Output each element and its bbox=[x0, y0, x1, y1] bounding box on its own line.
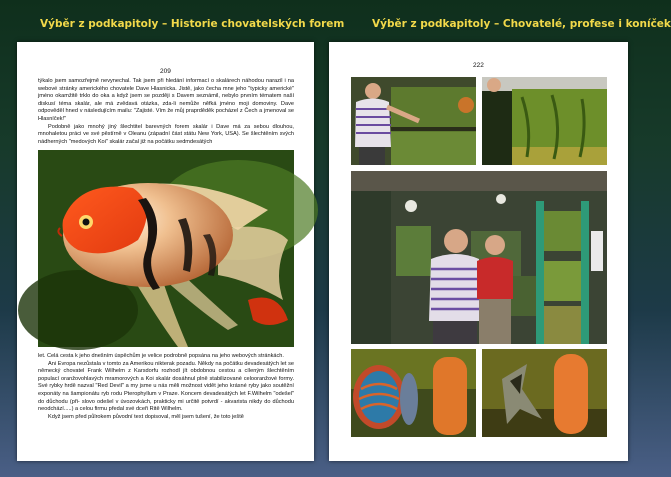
paragraph: Ani Evropa nezůstala v tomto za Amerikou nikterak pozadu. Někdy na počátku devadesátých let se německý chovatel Frank Wilhelm z Karsdorfu rozhodl jít obdobnou cestou a cíleným šlechtěním populací oranžovohlavých mramorových a Koi skalár dosáhnul plně stabilizované celooranžové formy. Své rybky hrdě nazval "Red Devil" a my jsme u nás měli možnost vidět jeho krásné ryby jako soutěžní exponáty na šampionátu ryb rodu Pterophyllum v Praze. Koncem devadesátých let F.Wilhelm "odešel" do důchodu (při- slovo odešel v úvozovkách, prakticky mi určitě potvrdí - akvarista nikdy do důchodu neodchází.....) a celou firmu předal své dceři Ritě Wilhelm. bbox=[38, 360, 294, 413]
photo-two-men-fish-room bbox=[351, 171, 607, 344]
photo-aquarium-tank bbox=[482, 77, 607, 165]
paragraph: let. Celá cesta k jeho dnešním úspěchům je velice podrobně popsána na jeho webových stránkách. bbox=[38, 353, 284, 359]
right-page-number: 222 bbox=[473, 62, 484, 69]
photo-man-at-aquarium bbox=[351, 77, 476, 165]
right-page bbox=[329, 42, 628, 461]
top-text-block bbox=[38, 78, 294, 146]
paragraph: týkalo jsem samozřejmě nevynechal. Tak jsem při hledání informací o skalárech náhodou narazil i na webové stránky amerického chovatele Dave Hlasnicka. Jistě, jako čecha mne jeho "typicky americké" jméno okamžitě trklo do oka a když jsem se později s Davem seznámil, nebylo prvním tématem naší diskusí téma skalár, ale má zvědavá otázka, zda-li nemůže něfká jméno moji domoviny. Dave odpověděl hned v následujícím mailu: "Zajisté. Vím že můj praprděděk pocházel z Čech a jmenoval se Hlasníček!" bbox=[38, 78, 294, 122]
left-page-header: Výběr z podkapitoly – Historie chovatelských forem bbox=[40, 18, 345, 30]
photo-discus-fish bbox=[351, 349, 476, 437]
paragraph: Podobně jako mnohý jiný šlechtitel barevných forem skalár i Dave má za sebou dlouhou, mnohaletou práci ve své pěstírně v Oleanu (západní část státu New York, USA). Se šlechtěním svých nádherných "medových Koi" skalár začal již na počátku sedmdesátých bbox=[38, 123, 294, 145]
left-page-number: 209 bbox=[160, 68, 171, 75]
paragraph: Když jsem před půlrokem původní text dopisoval, měl jsem tušení, že toto ještě bbox=[48, 413, 244, 420]
photo-angelfish-spawning-cone bbox=[482, 349, 607, 437]
bottom-text-block bbox=[38, 353, 294, 421]
angelfish-photo bbox=[38, 150, 294, 347]
left-page bbox=[17, 42, 314, 461]
right-page-header: Výběr z podkapitoly – Chovatelé, profese i koníček bbox=[372, 18, 671, 30]
angelfish-illustration bbox=[38, 150, 294, 347]
